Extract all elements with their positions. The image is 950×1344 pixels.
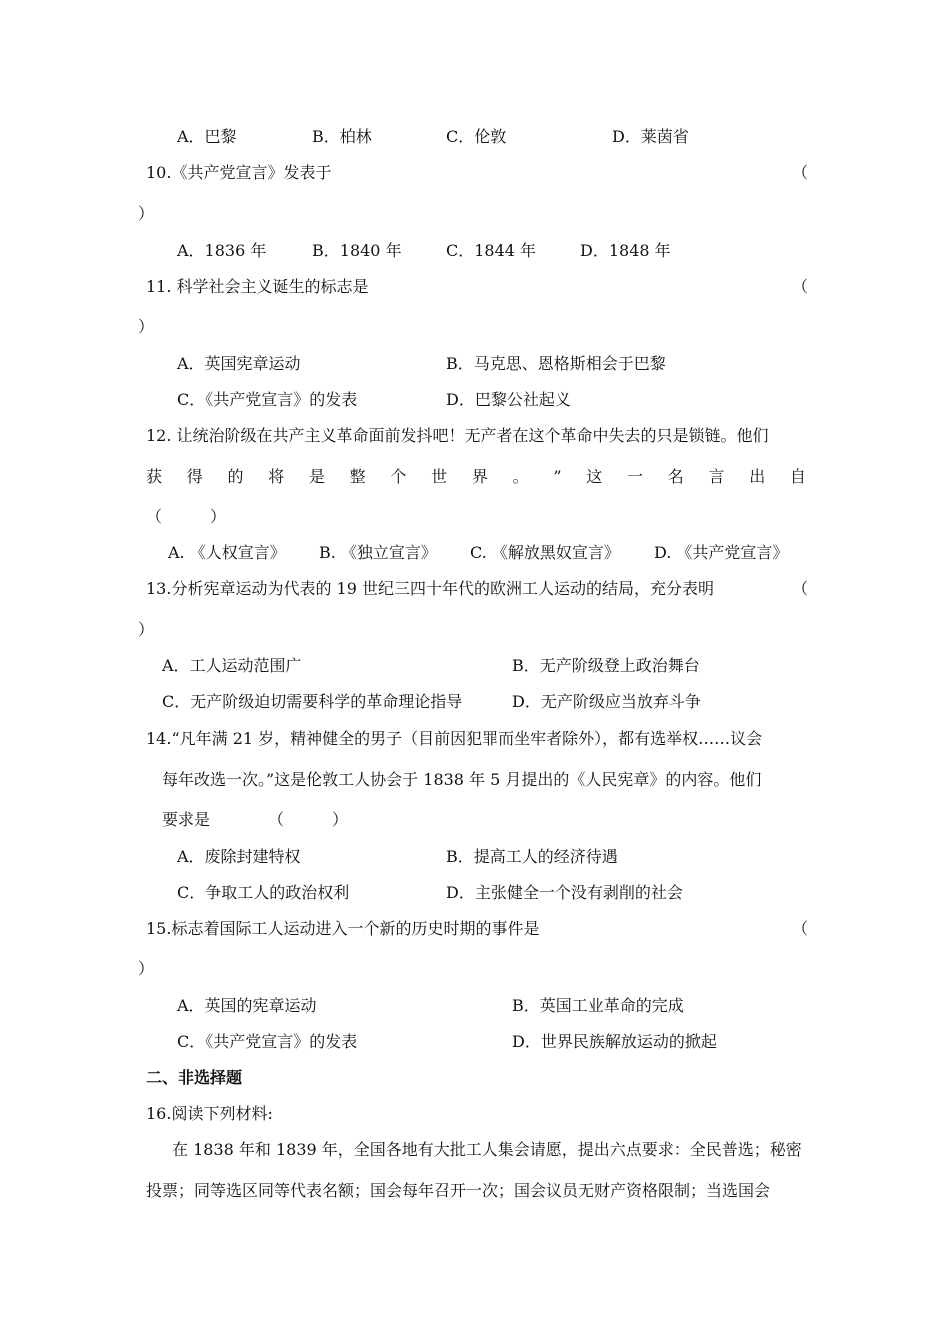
q12-option-d: D. 《共产党宣言》 [654, 543, 789, 562]
q10-answer-paren-open: （ [792, 163, 809, 182]
q10-answer-paren-close: ） [138, 204, 155, 223]
q12-answer-paren: （ ） [146, 507, 227, 526]
q15-option-d: D．世界民族解放运动的掀起 [512, 1032, 717, 1051]
q12-char: 整 [349, 467, 366, 486]
q12-char: 是 [308, 467, 325, 486]
q12-char: 得 [186, 467, 203, 486]
q14-stem-line1: 14.“凡年满 21 岁，精神健全的男子（目前因犯罪而坐牢者除外），都有选举权……议会 [146, 729, 763, 748]
q12-char: 将 [268, 467, 285, 486]
q10-option-c: C．1844 年 [446, 241, 537, 260]
q12-char: 的 [227, 467, 244, 486]
q9-option-c: C．伦敦 [446, 127, 507, 146]
q12-option-a: A. 《人权宣言》 [168, 543, 286, 562]
q12-char: 界 [471, 467, 488, 486]
q13-answer-paren-open: （ [792, 579, 809, 598]
q11-stem: 11. 科学社会主义诞生的标志是 [146, 277, 369, 296]
q11-option-d: D．巴黎公社起义 [446, 390, 571, 409]
q12-stem-line2 [146, 467, 806, 487]
q12-option-c: C. 《解放黑奴宣言》 [470, 543, 620, 562]
q9-option-b: B．柏林 [312, 127, 372, 146]
q12-char: 。 [512, 467, 529, 486]
q14-stem-line3: 要求是 [162, 810, 211, 829]
q15-option-c: C．《共产党宣言》的发表 [177, 1032, 358, 1051]
q12-char: 言 [708, 467, 725, 486]
q14-stem-line2: 每年改选一次。”这是伦敦工人协会于 1838 年 5 月提出的《人民宪章》的内容。他们 [162, 770, 762, 789]
q10-option-b: B．1840 年 [312, 241, 402, 260]
q12-char: 自 [789, 467, 806, 486]
q9-option-d: D．莱茵省 [612, 127, 689, 146]
q12-char: 世 [431, 467, 448, 486]
q15-stem: 15.标志着国际工人运动进入一个新的历史时期的事件是 [146, 919, 540, 938]
q12-char: 这 [586, 467, 603, 486]
q16-material-line2: 投票；同等选区同等代表名额；国会每年召开一次；国会议员无财产资格限制；当选国会 [146, 1181, 771, 1200]
q15-option-b: B．英国工业革命的完成 [512, 996, 684, 1015]
q12-char: 出 [749, 467, 766, 486]
section-heading: 二、非选择题 [146, 1068, 243, 1087]
q15-answer-paren-open: （ [792, 919, 809, 938]
q14-option-c: C．争取工人的政治权利 [177, 883, 350, 902]
q16-stem: 16.阅读下列材料: [146, 1104, 273, 1123]
q12-option-b: B. 《独立宣言》 [319, 543, 437, 562]
q13-option-b: B．无产阶级登上政治舞台 [512, 656, 700, 675]
q14-option-b: B．提高工人的经济待遇 [446, 847, 618, 866]
q13-option-a: A．工人运动范围广 [162, 656, 302, 675]
q13-stem: 13.分析宪章运动为代表的 19 世纪三四十年代的欧洲工人运动的结局，充分表明 [146, 579, 714, 598]
q11-option-c: C．《共产党宣言》的发表 [177, 390, 358, 409]
q12-char: 一 [626, 467, 643, 486]
q9-option-a: A．巴黎 [177, 127, 237, 146]
q10-stem: 10.《共产党宣言》发表于 [146, 163, 332, 182]
q14-answer-paren: （ ） [268, 810, 349, 829]
q11-answer-paren-close: ） [138, 317, 155, 336]
q14-option-a: A．废除封建特权 [177, 847, 301, 866]
q12-char: 名 [667, 467, 684, 486]
q16-material-line1: 在 1838 年和 1839 年，全国各地有大批工人集会请愿，提出六点要求：全民普选；秘密 [172, 1140, 802, 1159]
q11-option-a: A．英国宪章运动 [177, 354, 301, 373]
q15-answer-paren-close: ） [138, 959, 155, 978]
q15-option-a: A．英国的宪章运动 [177, 996, 317, 1015]
q10-option-d: D．1848 年 [580, 241, 671, 260]
q12-char: ” [553, 467, 562, 486]
q12-char: 个 [390, 467, 407, 486]
q11-option-b: B．马克思、恩格斯相会于巴黎 [446, 354, 666, 373]
q13-option-c: C．无产阶级迫切需要科学的革命理论指导 [162, 692, 463, 711]
q10-option-a: A．1836 年 [177, 241, 267, 260]
q14-option-d: D．主张健全一个没有剥削的社会 [446, 883, 683, 902]
q12-stem-line1: 12. 让统治阶级在共产主义革命面前发抖吧！无产者在这个革命中失去的只是锁链。他们 [146, 426, 769, 445]
q11-answer-paren-open: （ [792, 277, 809, 296]
q12-char: 获 [146, 467, 163, 486]
q13-option-d: D．无产阶级应当放弃斗争 [512, 692, 701, 711]
q13-answer-paren-close: ） [138, 620, 155, 639]
